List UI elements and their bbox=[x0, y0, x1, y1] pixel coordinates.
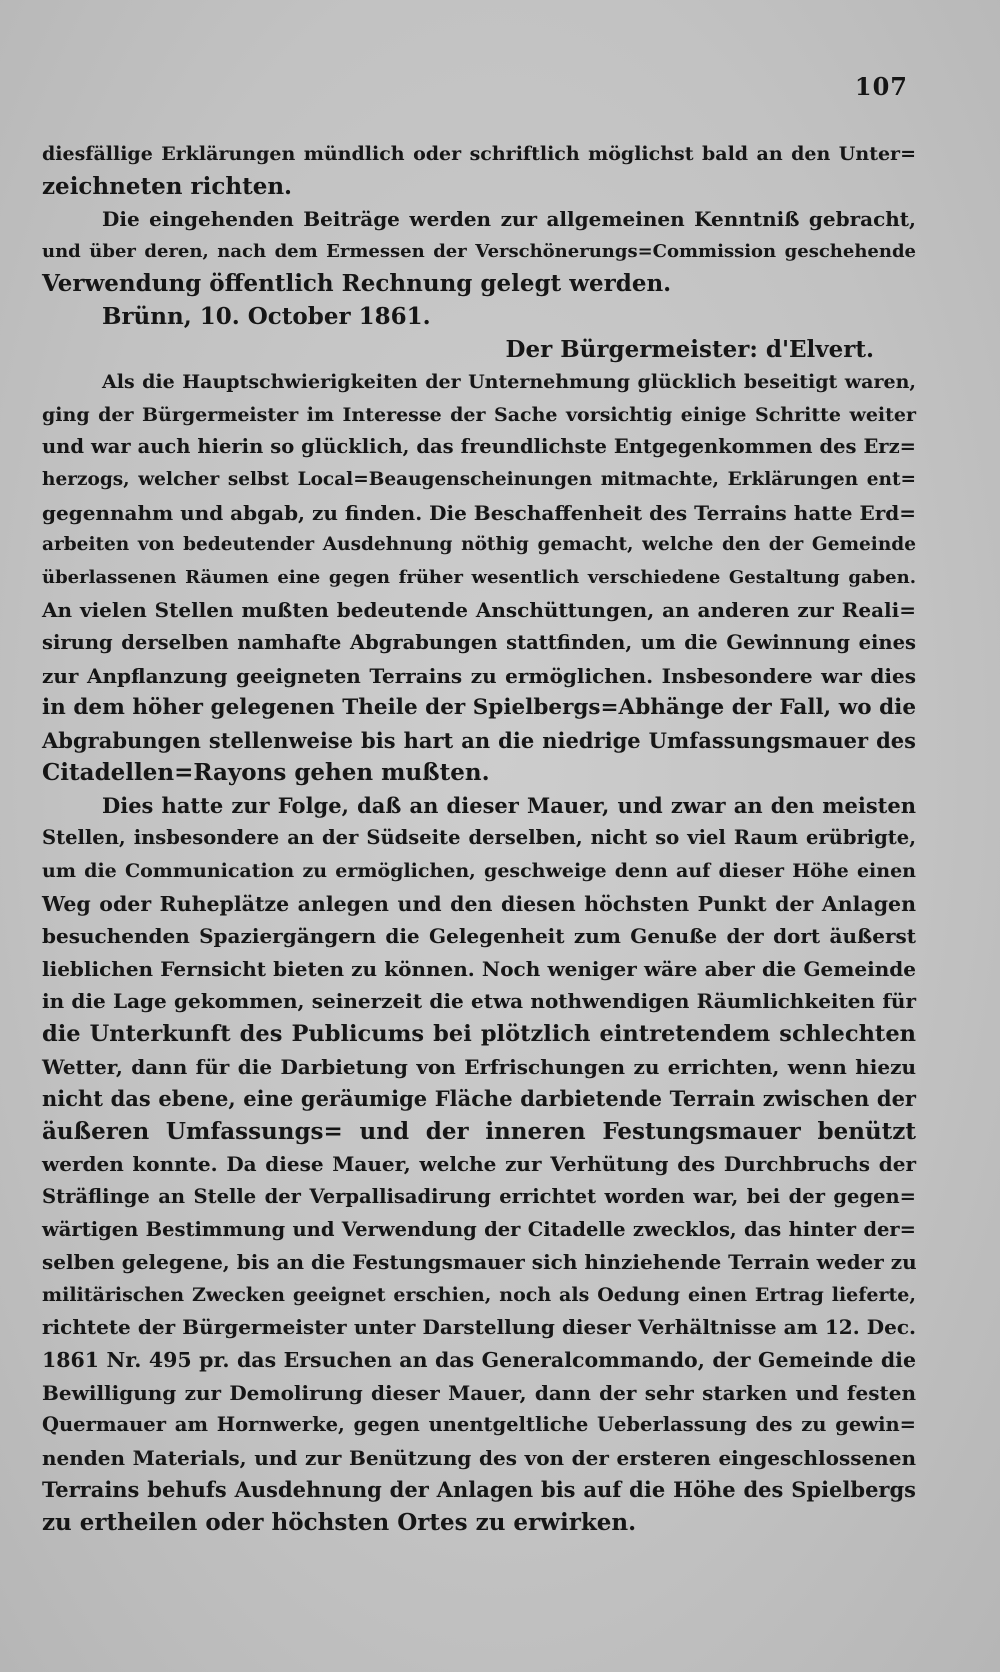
text-line: nenden Materials, und zur Benützung des von der ersteren eingeschlossenen bbox=[42, 1445, 916, 1470]
text-line: zur Anpflanzung geeigneten Terrains zu ermöglichen. Insbesondere war dies bbox=[42, 663, 916, 688]
text-line: die Unterkunft des Publicums bei plötzlich eintretendem schlechten bbox=[42, 1021, 916, 1048]
text-line: sirung derselben namhafte Abgrabungen stattfinden, um die Gewinnung eines bbox=[42, 630, 916, 654]
text-line: Citadellen=Rayons gehen mußten. bbox=[42, 759, 490, 787]
text-line: in dem höher gelegenen Theile der Spielbergs=Abhänge der Fall, wo die bbox=[42, 695, 916, 721]
text-line: gegennahm und abgab, zu finden. Die Beschaffenheit des Terrains hatte Erd= bbox=[42, 500, 916, 525]
dateline: Brünn, 10. October 1861. bbox=[102, 302, 431, 330]
signature-line: Der Bürgermeister: d'Elvert. bbox=[505, 335, 874, 363]
text-line: selben gelegene, bis an die Festungsmauer sich hinziehende Terrain weder zu bbox=[42, 1250, 917, 1275]
text-line: und über deren, nach dem Ermessen der Verschönerungs=Commission geschehende bbox=[42, 240, 916, 262]
text-line: Sträflinge an Stelle der Verpallisadirung errichtet worden war, bei der gegen= bbox=[42, 1185, 916, 1208]
text-line: Quermauer am Hornwerke, gegen unentgeltliche Ueberlassung des zu gewin= bbox=[42, 1413, 916, 1437]
text-line: richtete der Bürgermeister unter Darstellung dieser Verhältnisse am 12. Dec. bbox=[42, 1315, 916, 1340]
text-line: in die Lage gekommen, seinerzeit die etwa nothwendigen Räumlichkeiten für bbox=[42, 989, 916, 1014]
text-line: zeichneten richten. bbox=[42, 172, 293, 200]
text-line: diesfällige Erklärungen mündlich oder schriftlich möglichst bald an den Unter= bbox=[42, 143, 916, 165]
text-line: Stellen, insbesondere an der Südseite derselben, nicht so viel Raum erübrigte, bbox=[42, 826, 916, 850]
text-line: militärischen Zwecken geeignet erschien, noch als Oedung einen Ertrag lieferte, bbox=[42, 1283, 916, 1306]
text-line: arbeiten von bedeutender Ausdehnung nöthig gemacht, welche den der Gemeinde bbox=[42, 534, 916, 556]
text-line: herzogs, welcher selbst Local=Beaugenscheinungen mitmachte, Erklärungen ent= bbox=[42, 468, 916, 490]
page-number: 107 bbox=[854, 72, 908, 101]
text-line: und war auch hierin so glücklich, das freundlichste Entgegenkommen des Erz= bbox=[42, 435, 916, 459]
text-line: Als die Hauptschwierigkeiten der Unternehmung glücklich beseitigt waren, bbox=[102, 371, 916, 394]
text-line: werden konnte. Da diese Mauer, welche zur Verhütung des Durchbruchs der bbox=[42, 1152, 916, 1177]
text-line: Verwendung öffentlich Rechnung gelegt werden. bbox=[42, 270, 672, 298]
text-line: Abgrabungen stellenweise bis hart an die niedrige Umfassungsmauer des bbox=[42, 727, 916, 753]
text-line: Dies hatte zur Folge, daß an dieser Mauer, und zwar an den meisten bbox=[102, 792, 916, 818]
text-line: äußeren Umfassungs= und der inneren Festungsmauer benützt bbox=[42, 1117, 916, 1145]
text-line: überlassenen Räumen eine gegen früher wesentlich verschiedene Gestaltung gaben. bbox=[42, 566, 916, 588]
text-line: Bewilligung zur Demolirung dieser Mauer, dann der sehr starken und festen bbox=[42, 1380, 916, 1405]
text-line: nicht das ebene, eine geräumige Fläche darbietende Terrain zwischen der bbox=[42, 1086, 916, 1112]
body-text bbox=[42, 138, 916, 1540]
text-line: ging der Bürgermeister im Interesse der Sache vorsichtig einige Schritte weiter bbox=[42, 403, 916, 426]
text-line: Terrains behufs Ausdehnung der Anlagen bis auf die Höhe des Spielbergs bbox=[42, 1477, 916, 1503]
text-line: Weg oder Ruheplätze anlegen und den diesen höchsten Punkt der Anlagen bbox=[42, 891, 916, 916]
text-line: wärtigen Bestimmung und Verwendung der Citadelle zwecklos, das hinter der= bbox=[42, 1217, 916, 1241]
text-line: An vielen Stellen mußten bedeutende Anschüttungen, an anderen zur Reali= bbox=[42, 598, 916, 623]
text-line: lieblichen Fernsicht bieten zu können. Noch weniger wäre aber die Gemeinde bbox=[42, 956, 916, 981]
text-line: besuchenden Spaziergängern die Gelegenheit zum Genuße der dort äußerst bbox=[42, 924, 916, 949]
text-line: zu ertheilen oder höchsten Ortes zu erwirken. bbox=[42, 1508, 637, 1536]
text-line: Die eingehenden Beiträge werden zur allgemeinen Kenntniß gebracht, bbox=[102, 207, 916, 232]
text-line: 1861 Nr. 495 pr. das Ersuchen an das Generalcommando, der Gemeinde die bbox=[42, 1347, 916, 1372]
text-line: Wetter, dann für die Darbietung von Erfrischungen zu errichten, wenn hiezu bbox=[42, 1054, 916, 1079]
text-line: um die Communication zu ermöglichen, geschweige denn auf dieser Höhe einen bbox=[42, 860, 916, 883]
